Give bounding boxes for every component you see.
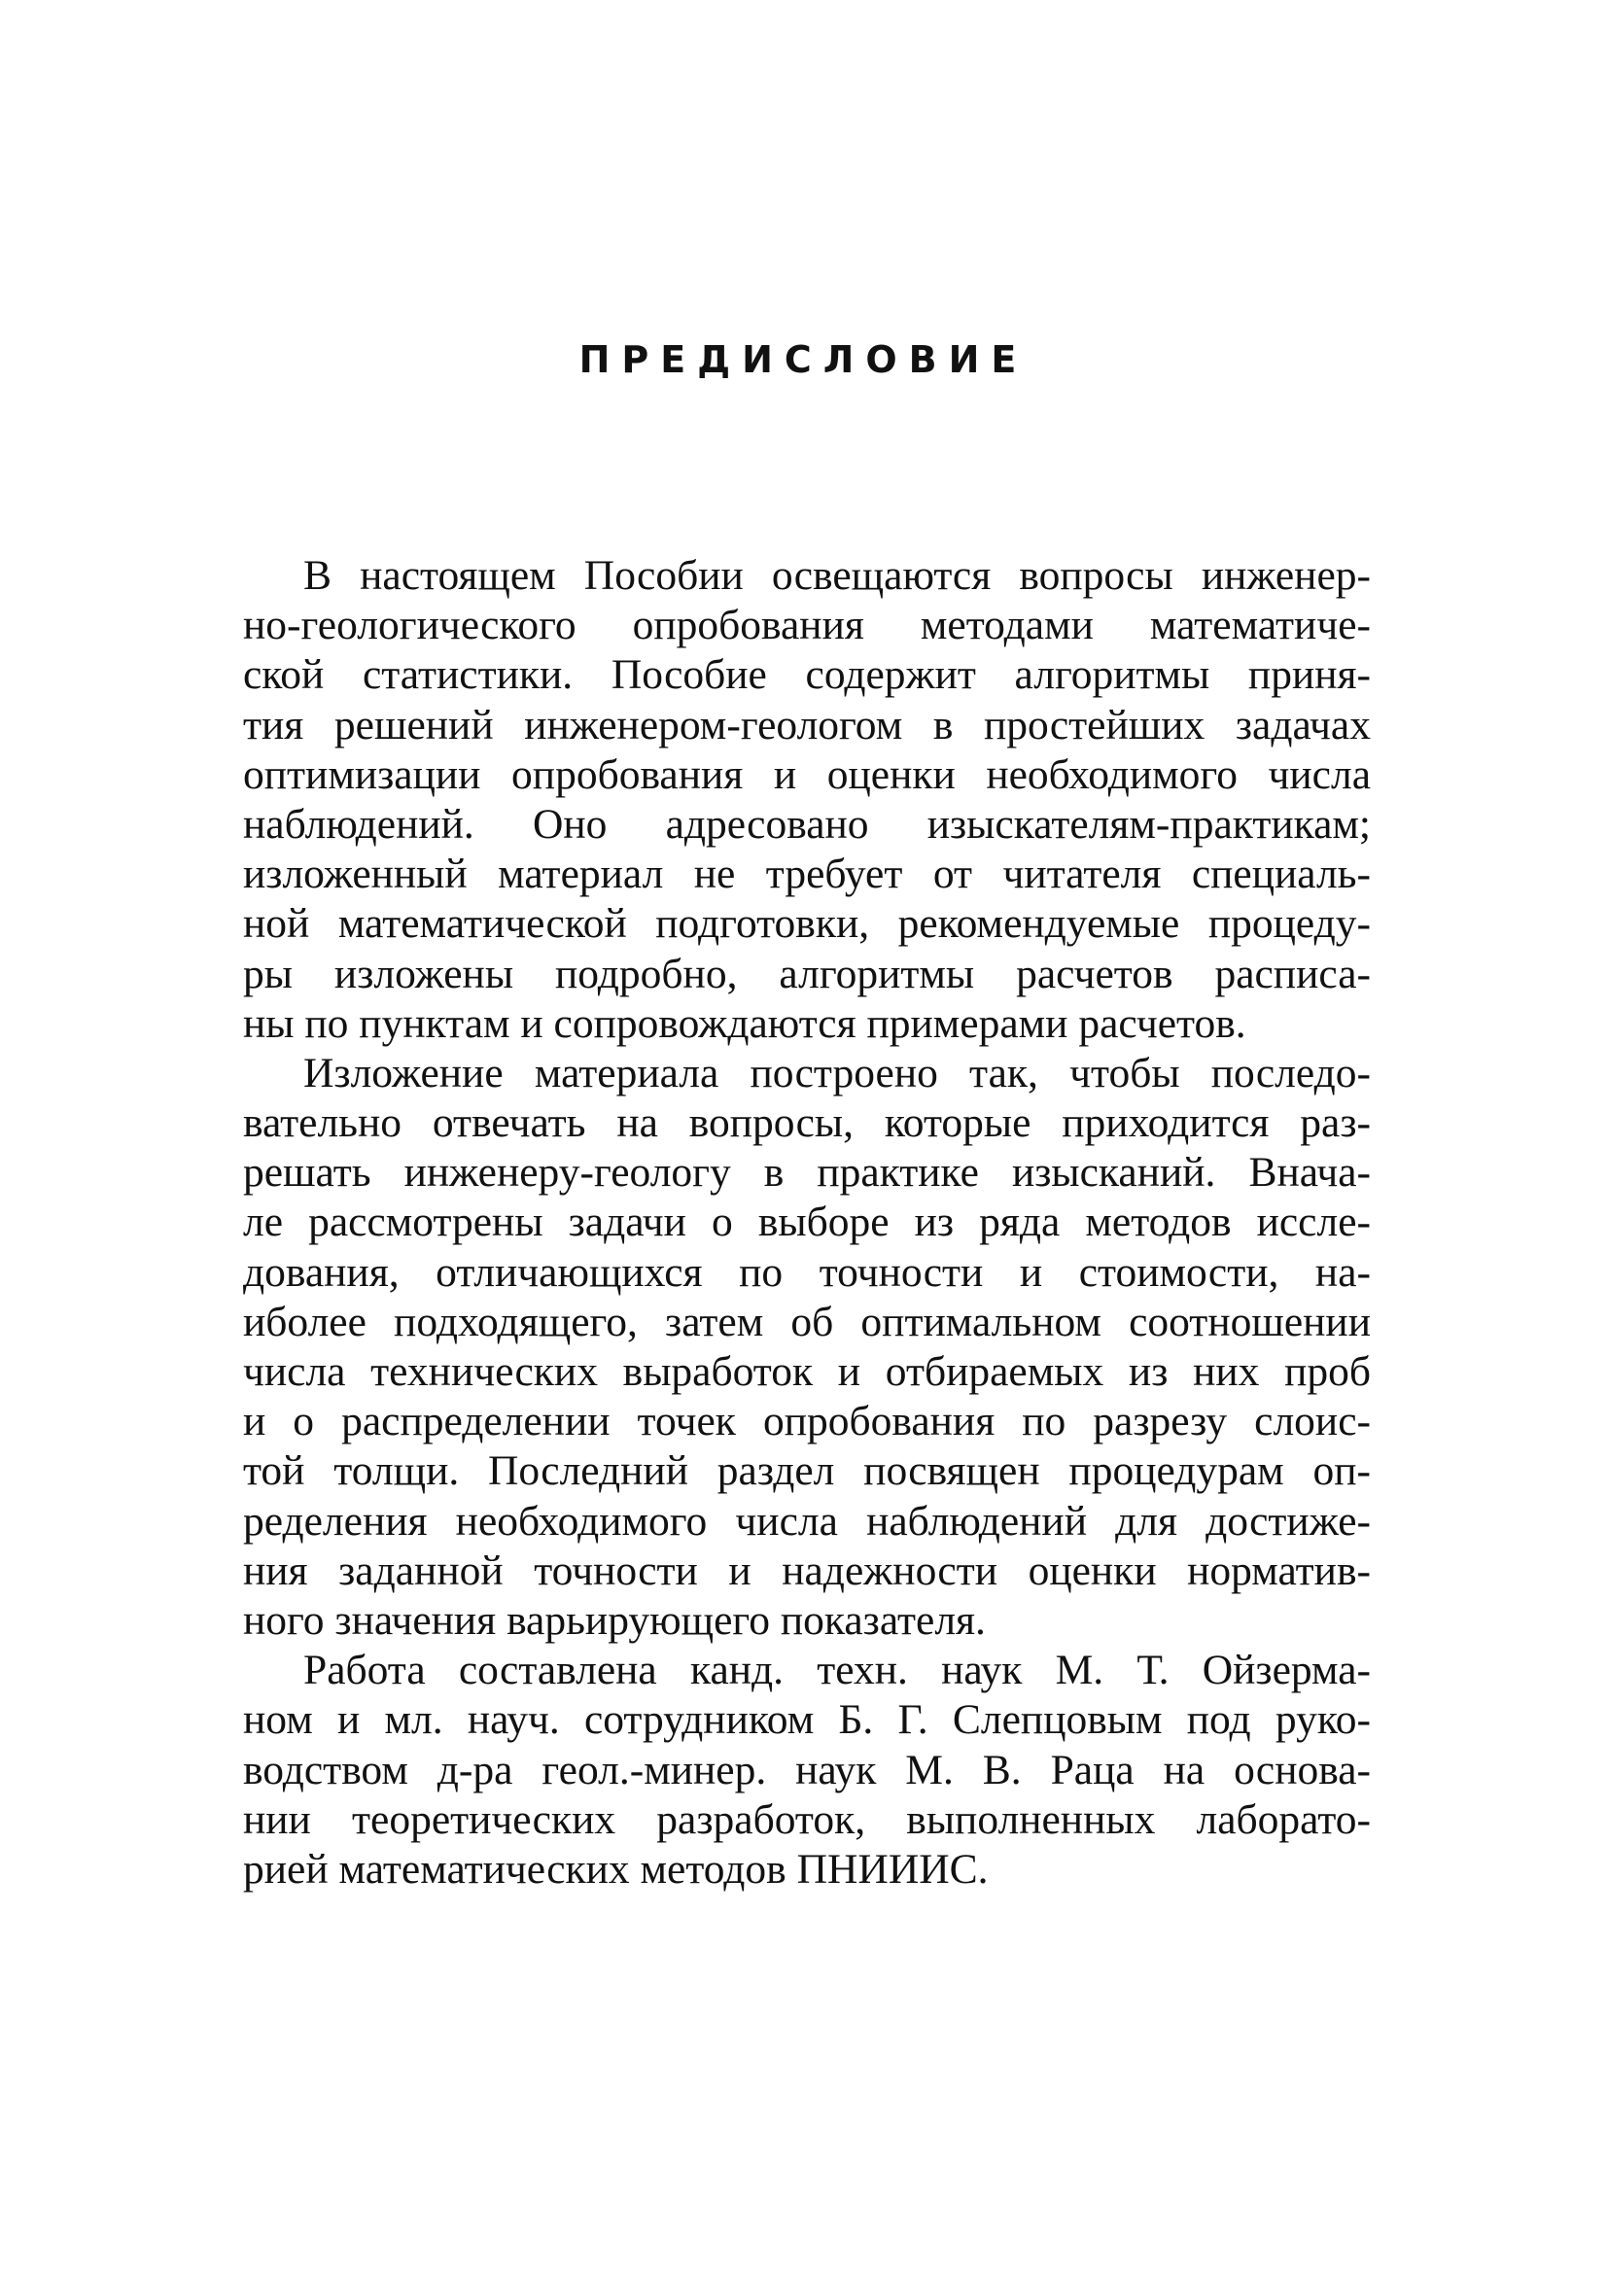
- text-line: той толщи. Последний раздел посвящен процедурам оп-: [243, 1447, 1371, 1495]
- text-line: Работа составлена канд. техн. наук М. Т. Ойзерма-: [303, 1647, 1371, 1694]
- text-line: ределения необходимого числа наблюдений для достиже-: [243, 1497, 1371, 1545]
- text-line: тия решений инженером-геологом в простейших задачах: [243, 701, 1371, 748]
- text-line: вательно отвечать на вопросы, которые приходится раз-: [243, 1099, 1371, 1147]
- text-line: Изложение материала построено так, чтобы последо-: [303, 1049, 1371, 1096]
- preface-body: [243, 551, 1371, 1895]
- text-line: иболее подходящего, затем об оптимальном соотношении: [243, 1298, 1371, 1345]
- text-line: ния заданной точности и надежности оценки норматив-: [243, 1547, 1371, 1594]
- paragraph-1: [243, 551, 1371, 1049]
- text-line: но-геологического опробования методами математиче-: [243, 602, 1371, 649]
- text-line: ного значения варьирующего показателя.: [243, 1596, 986, 1644]
- text-line: оптимизации опробования и оценки необходимого числа: [243, 750, 1371, 798]
- text-line: ном и мл. науч. сотрудником Б. Г. Слепцовым под руко-: [243, 1696, 1371, 1744]
- text-line: дования, отличающихся по точности и стоимости, на-: [243, 1248, 1371, 1296]
- text-line: наблюдений. Оно адресовано изыскателям-практикам;: [243, 800, 1371, 848]
- text-line: ской статистики. Пособие содержит алгоритмы приня-: [243, 651, 1371, 699]
- paragraph-2: [243, 1049, 1371, 1646]
- text-line: ры изложены подробно, алгоритмы расчетов расписа-: [243, 950, 1371, 997]
- text-line: числа технических выработок и отбираемых из них проб: [243, 1348, 1371, 1395]
- text-line: водством д-ра геол.-минер. наук М. В. Раца на основа-: [243, 1746, 1371, 1793]
- text-line: изложенный материал не требует от читателя специаль-: [243, 851, 1371, 898]
- text-line: ле рассмотрены задачи о выборе из ряда методов иссле-: [243, 1199, 1371, 1246]
- text-line: ной математической подготовки, рекомендуемые процеду-: [243, 900, 1371, 948]
- text-line: решать инженеру-геологу в практике изысканий. Внача-: [243, 1149, 1371, 1197]
- page-title: ПРЕДИСЛОВИЕ: [578, 338, 1029, 381]
- text-line: ны по пунктам и сопровождаются примерами расчетов.: [243, 999, 1246, 1047]
- text-line: рией математических методов ПНИИИС.: [243, 1845, 989, 1893]
- text-line: и о распределении точек опробования по разрезу слоис-: [243, 1398, 1371, 1445]
- text-line: В настоящем Пособии освещаются вопросы инженер-: [303, 552, 1371, 599]
- text-line: нии теоретических разработок, выполненных лаборато-: [243, 1795, 1371, 1843]
- paragraph-3: [243, 1646, 1371, 1895]
